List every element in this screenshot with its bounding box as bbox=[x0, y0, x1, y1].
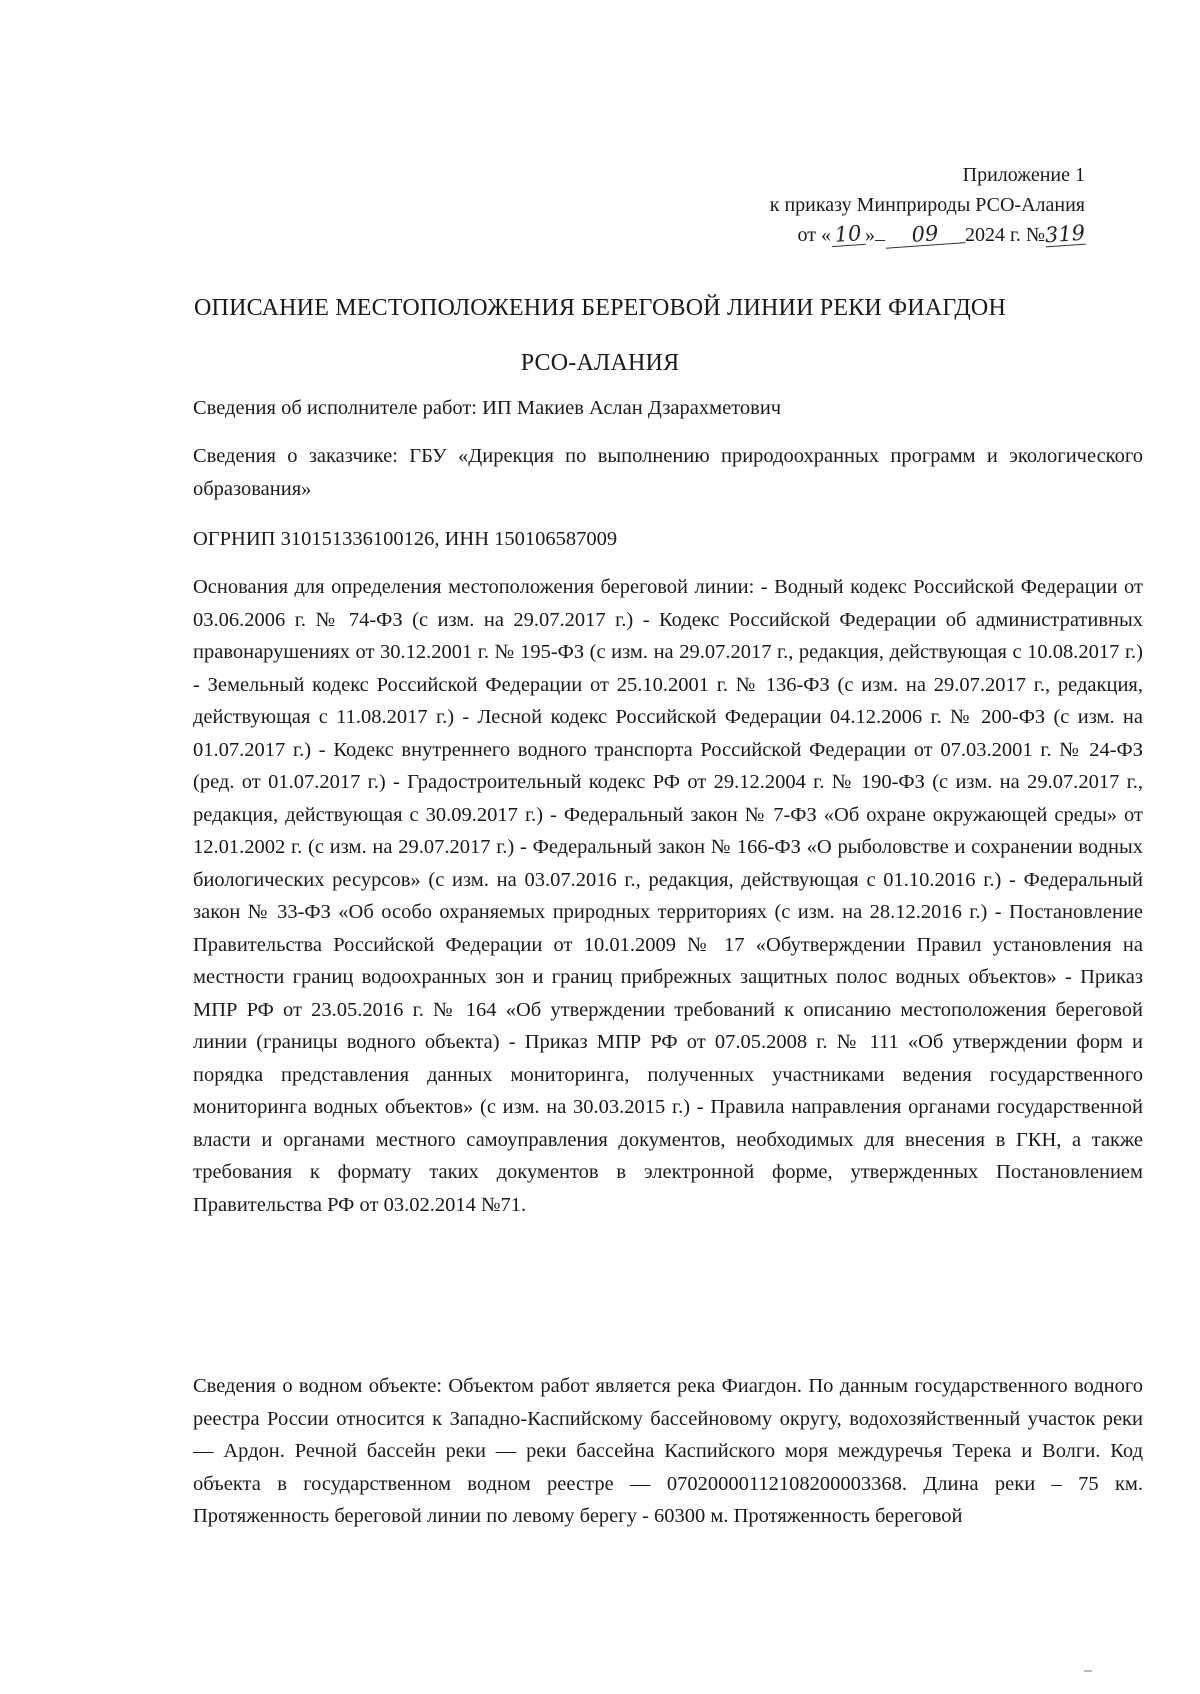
date-prefix: от « bbox=[797, 224, 831, 246]
handwritten-day: 10 bbox=[830, 222, 866, 247]
scan-artifact bbox=[1084, 1670, 1092, 1672]
appendix-label: Приложение 1 bbox=[962, 164, 1085, 186]
water-object-paragraph: Сведения о водном объекте: Объектом работ является река Фиагдон. По данным государственного водного реестра России относится к Западно-Каспийскому бассейновому округу, водохозяйственный участок реки — Ардон. Речной бассейн реки — реки бассейна Каспийского моря междуречья Терека и Волги. Код объекта в государственном водном реестре — 07020000112108200003368. Длина реки – 75 км. Протяженность береговой линии по левому берегу - 60300 м. Протяженность береговой bbox=[193, 1375, 1143, 1527]
date-mid: » bbox=[864, 224, 875, 246]
handwritten-month: 09 bbox=[884, 220, 965, 249]
appendix-order-reference: к приказу Минприроды РСО-Алания bbox=[769, 194, 1085, 216]
document-title: ОПИСАНИЕ МЕСТОПОЛОЖЕНИЯ БЕРЕГОВОЙ ЛИНИИ РЕКИ ФИАГДОН bbox=[194, 295, 1006, 321]
legal-basis-paragraph: Основания для определения местоположения береговой линии: - Водный кодекс Российской Федерации от 03.06.2006 г. № 74-ФЗ (с изм. на 29.07.2017 г.) - Кодекс Российской Федерации об административных правонарушениях от 30.12.2001 г. № 195-ФЗ (с изм. на 29.07.2017 г., редакция, действующая с 10.08.2017 г.) - Земельный кодекс Российской Федерации от 25.10.2001 г. № 136-ФЗ (с изм. на 29.07.2017 г., редакция, действующая с 11.08.2017 г.) - Лесной кодекс Российской Федерации 04.12.2006 г. № 200-ФЗ (с изм. на 01.07.2017 г.) - Кодекс внутреннего водного транспорта Российской Федерации от 07.03.2001 г. № 24-ФЗ (ред. от 01.07.2017 г.) - Градостроительный кодекс РФ от 29.12.2004 г. № 190-ФЗ (с изм. на 29.07.2017 г., редакция, действующая с 30.09.2017 г.) - Федеральный закон № 7-ФЗ «Об охране окружающей среды» от 12.01.2002 г. (с изм. на 29.07.2017 г.) - Федеральный закон № 166-ФЗ «О рыболовстве и сохранении водных биологических ресурсов» (с изм. на 03.07.2016 г., редакция, действующая с 01.10.2016 г.) - Федеральный закон № 33-ФЗ «Об особо охраняемых природных территориях (с изм. на 28.12.2016 г.) - Постановление Правительства Российской Федерации от 10.01.2009 № 17 «Обутверждении Правил установления на местности границ водоохранных зон и границ прибрежных защитных полос водных объектов» - Приказ МПР РФ от 23.05.2016 г. № 164 «Об утверждении требований к описанию местоположения береговой линии (границы водного объекта) - Приказ МПР РФ от 07.05.2008 г. № 111 «Об утверждении форм и порядка представления данных мониторинга, полученных участниками ведения государственного мониторинга водных объектов» (с изм. на 30.03.2015 г.) - Правила направления органами государственной власти и органами местного самоуправления документов, необходимых для внесения в ГКН, а также требования к формату таких документов в электронной форме, утвержденных Постановлением Правительства РФ от 03.02.2014 №71. bbox=[193, 576, 1143, 1216]
date-underline bbox=[875, 240, 885, 241]
customer-paragraph: Сведения о заказчике: ГБУ «Дирекция по выполнению природоохранных программ и экологического образования» bbox=[193, 445, 1143, 500]
ogrn-paragraph: ОГРНИП 310151336100126, ИНН 150106587009 bbox=[193, 528, 618, 550]
appendix-header bbox=[770, 160, 1085, 250]
date-year: 2024 г. № bbox=[964, 224, 1045, 246]
executor-paragraph: Сведения об исполнителе работ: ИП Макиев Аслан Дзарахметович bbox=[193, 397, 782, 419]
handwritten-order-number: 319 bbox=[1044, 220, 1086, 248]
appendix-date-line bbox=[770, 220, 1085, 250]
document-subtitle: РСО-АЛАНИЯ bbox=[520, 350, 680, 376]
